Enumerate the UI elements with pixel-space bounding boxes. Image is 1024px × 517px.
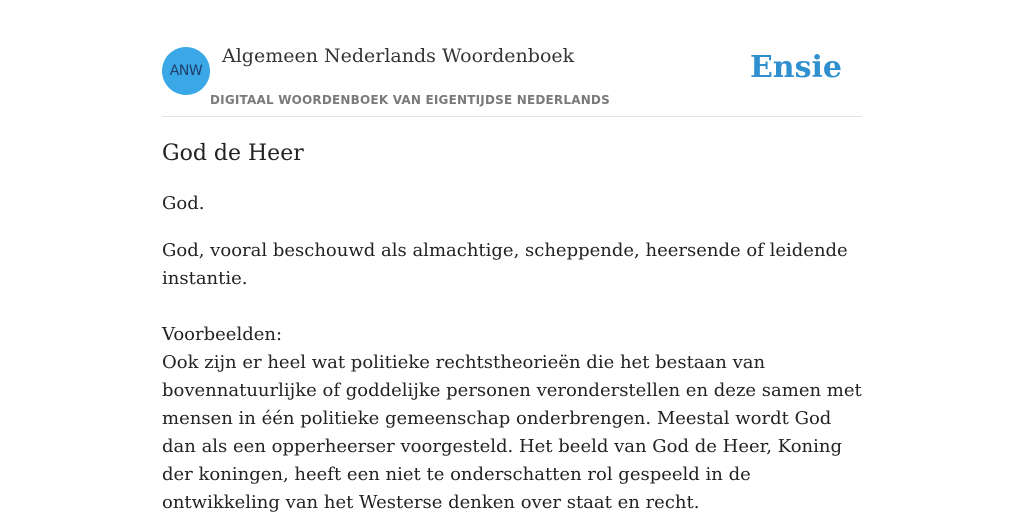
page-container xyxy=(162,0,862,512)
site-title-link[interactable]: Algemeen Nederlands Woordenboek xyxy=(222,45,575,67)
site-header xyxy=(162,0,862,117)
ensie-brand-link[interactable]: Ensie xyxy=(749,50,842,85)
entry-content xyxy=(162,138,862,517)
definition-1: God. xyxy=(162,193,205,214)
site-subtitle: DIGITAAL WOORDENBOEK VAN EIGENTIJDSE NEDERLANDS xyxy=(210,93,610,107)
entry-headword: God de Heer xyxy=(162,141,304,166)
logo-text: ANW xyxy=(169,63,203,79)
examples-label: Voorbeelden: xyxy=(162,324,283,345)
anw-logo[interactable] xyxy=(162,47,210,95)
example-text: Ook zijn er heel wat politieke rechtstheorieën die het bestaan van bovennatuurlijke of goddelijke personen veronderstellen en deze samen met mensen in één politieke gemeenschap onderbrengen. Meestal wordt God dan als een opperheerser voorgesteld. Het beeld van God de Heer, Koning der koningen, heeft een niet te onderschatten rol gespeeld in de ontwikkeling van het Westerse denken over staat en recht. xyxy=(162,352,862,513)
definition-2: God, vooral beschouwd als almachtige, scheppende, heersende of leidende instantie. xyxy=(162,240,848,289)
